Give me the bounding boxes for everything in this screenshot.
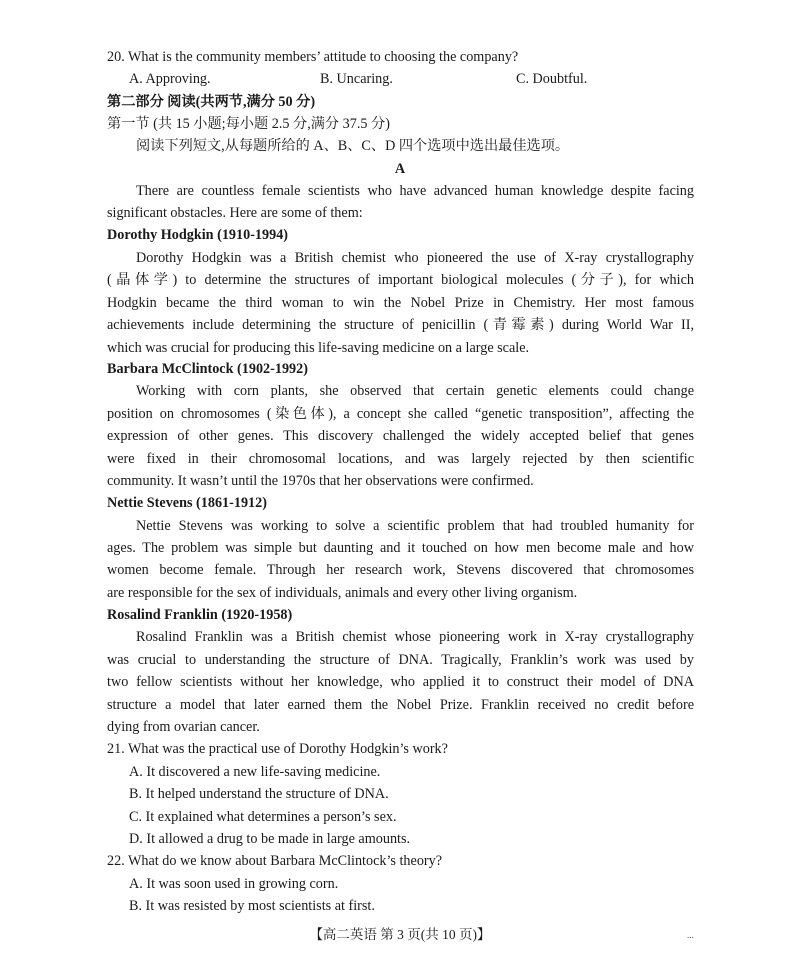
paragraph-line: was crucial to understanding the structure of DNA. Tragically, Franklin’s work was used by xyxy=(107,652,694,668)
q21-option-c: C. It explained what determines a person’s sex. xyxy=(129,809,397,825)
q22-option-a: A. It was soon used in growing corn. xyxy=(129,876,339,892)
paragraph-line: Nettie Stevens was working to solve a scientific problem that had troubled humanity for xyxy=(136,518,694,534)
paragraph-line: Dorothy Hodgkin was a British chemist who pioneered the use of X-ray crystallography xyxy=(136,250,694,266)
q21-stem: 21. What was the practical use of Dorothy Hodgkin’s work? xyxy=(107,741,448,757)
q20-option-a: A. Approving. xyxy=(129,71,211,87)
paragraph-line: women become female. Through her research work, Stevens discovered that chromosomes xyxy=(107,562,694,578)
instruction: 阅读下列短文,从每题所给的 A、B、C、D 四个选项中选出最佳选项。 xyxy=(136,138,570,154)
part2-heading: 第二部分 阅读(共两节,满分 50 分) xyxy=(107,94,316,110)
paragraph-line: community. It wasn’t until the 1970s that her observations were confirmed. xyxy=(107,473,534,489)
corner-mark: ... xyxy=(687,930,694,940)
q20-option-c: C. Doubtful. xyxy=(516,71,588,87)
paragraph-line: (晶体学) to determine the structures of important biological molecules (分子), for which xyxy=(107,272,694,288)
paragraph-line: Rosalind Franklin was a British chemist whose pioneering work in X-ray crystallography xyxy=(136,629,694,645)
q21-option-b: B. It helped understand the structure of DNA. xyxy=(129,786,389,802)
paragraph-line: position on chromosomes (染色体), a concept she called “genetic transposition”, affecting the xyxy=(107,406,694,422)
paragraph-line: expression of other genes. This discovery challenged the widely accepted belief that genes xyxy=(107,428,694,444)
q22-option-b: B. It was resisted by most scientists at first. xyxy=(129,898,375,914)
scientist-heading-franklin: Rosalind Franklin (1920-1958) xyxy=(107,607,293,623)
q22-stem: 22. What do we know about Barbara McClintock’s theory? xyxy=(107,853,443,869)
scientist-heading-hodgkin: Dorothy Hodgkin (1910-1994) xyxy=(107,227,289,243)
intro-line: significant obstacles. Here are some of them: xyxy=(107,205,363,221)
q21-option-a: A. It discovered a new life-saving medicine. xyxy=(129,764,381,780)
passage-letter: A xyxy=(394,161,406,177)
q20-option-b: B. Uncaring. xyxy=(320,71,393,87)
paragraph-line: structure a model that later earned them the Nobel Prize. Franklin received no credit before xyxy=(107,697,694,713)
paragraph-line: ages. The problem was simple but daunting and it touched on how men become male and how xyxy=(107,540,694,556)
q20-stem: 20. What is the community members’ attitude to choosing the company? xyxy=(107,49,519,65)
scientist-heading-mcclintock: Barbara McClintock (1902-1992) xyxy=(107,361,308,377)
paragraph-line: which was crucial for producing this life-saving medicine on a large scale. xyxy=(107,340,530,356)
q21-option-d: D. It allowed a drug to be made in large amounts. xyxy=(129,831,411,847)
paragraph-line: are responsible for the sex of individuals, animals and every other living organism. xyxy=(107,585,578,601)
scientist-heading-stevens: Nettie Stevens (1861-1912) xyxy=(107,495,267,511)
page-footer: 【高二英语 第 3 页(共 10 页)】 xyxy=(309,927,491,942)
section1-heading: 第一节 (共 15 小题;每小题 2.5 分,满分 37.5 分) xyxy=(107,116,390,132)
intro-line: There are countless female scientists who have advanced human knowledge despite facing xyxy=(136,183,694,199)
paragraph-line: Working with corn plants, she observed that certain genetic elements could change xyxy=(136,383,694,399)
paragraph-line: dying from ovarian cancer. xyxy=(107,719,260,735)
paragraph-line: two fellow scientists without her knowledge, who applied it to construct their model of DNA xyxy=(107,674,694,690)
paragraph-line: were fixed in their chromosomal locations, and was largely rejected by then scientific xyxy=(107,451,694,467)
paragraph-line: achievements include determining the structure of penicillin (青霉素) during World War II, xyxy=(107,317,694,333)
paragraph-line: Hodgkin became the third woman to win the Nobel Prize in Chemistry. Her most famous xyxy=(107,295,694,311)
